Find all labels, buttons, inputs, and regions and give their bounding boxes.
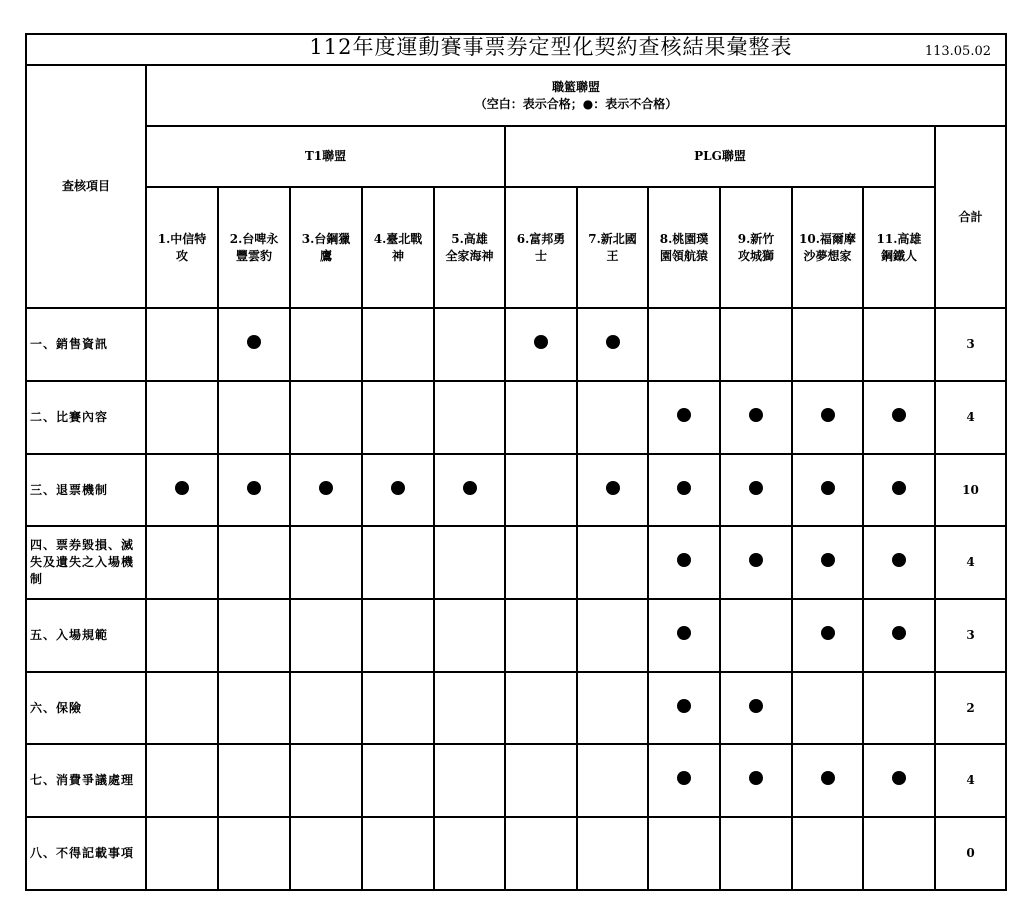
- noncompliant-dot-icon: [677, 408, 691, 422]
- team-header-4: [362, 187, 434, 308]
- result-cell: [505, 454, 577, 526]
- table-row: [26, 672, 1006, 744]
- result-cell: [434, 672, 505, 744]
- result-cell: [863, 744, 935, 817]
- result-cell: [648, 454, 720, 526]
- result-cell: [362, 744, 434, 817]
- result-cell: [792, 817, 863, 890]
- team-name-line2: 全家海神: [445, 248, 494, 263]
- result-cell: [434, 599, 505, 672]
- noncompliant-dot-icon: [606, 481, 620, 495]
- row-total: 0: [935, 817, 1006, 890]
- result-cell: [434, 308, 505, 381]
- team-header-10: [792, 187, 863, 308]
- result-cell: [648, 526, 720, 599]
- league-group-cell: [146, 65, 1006, 126]
- result-cell: [218, 672, 290, 744]
- league-group-name: 職籃聯盟: [551, 79, 600, 94]
- table-row: [26, 817, 1006, 890]
- row-total: 10: [935, 454, 1006, 526]
- noncompliant-dot-icon: [892, 408, 906, 422]
- team-name-line1: 6.富邦勇: [516, 231, 566, 246]
- result-cell: [362, 817, 434, 890]
- team-name-line1: 2.台啤永: [229, 231, 279, 246]
- result-cell: [720, 599, 792, 672]
- result-cell: [577, 817, 648, 890]
- noncompliant-dot-icon: [391, 481, 405, 495]
- league-row: [26, 126, 1006, 187]
- noncompliant-dot-icon: [677, 699, 691, 713]
- row-total: 4: [935, 526, 1006, 599]
- result-cell: [505, 744, 577, 817]
- result-cell: [577, 672, 648, 744]
- result-cell: [577, 599, 648, 672]
- noncompliant-dot-icon: [821, 771, 835, 785]
- team-name-line1: 7.新北國: [588, 231, 637, 246]
- result-cell: [648, 744, 720, 817]
- table-row: [26, 308, 1006, 381]
- result-cell: [434, 744, 505, 817]
- result-cell: [218, 744, 290, 817]
- row-total: 4: [935, 381, 1006, 454]
- result-cell: [434, 526, 505, 599]
- table-row: [26, 599, 1006, 672]
- noncompliant-dot-icon: [892, 553, 906, 567]
- result-cell: [720, 526, 792, 599]
- team-name-line2: 鷹: [319, 248, 332, 263]
- team-name-line2: 攻: [175, 248, 188, 263]
- noncompliant-dot-icon: [319, 481, 333, 495]
- result-cell: [577, 744, 648, 817]
- team-name-line1: 8.桃園璞: [659, 231, 709, 246]
- result-cell: [648, 817, 720, 890]
- result-cell: [792, 308, 863, 381]
- result-cell: [290, 454, 362, 526]
- result-cell: [218, 308, 290, 381]
- result-cell: [290, 381, 362, 454]
- result-cell: [362, 308, 434, 381]
- noncompliant-dot-icon: [677, 553, 691, 567]
- result-cell: [218, 599, 290, 672]
- team-name-line2: 神: [391, 248, 404, 263]
- team-name-line1: 5.高雄: [451, 231, 488, 246]
- team-name-line1: 10.福爾摩: [799, 231, 856, 246]
- result-cell: [505, 599, 577, 672]
- result-cell: [720, 817, 792, 890]
- result-cell: [648, 599, 720, 672]
- team-row: [26, 187, 1006, 308]
- row-total: 4: [935, 744, 1006, 817]
- league-name: T1聯盟: [304, 149, 347, 163]
- noncompliant-dot-icon: [677, 771, 691, 785]
- noncompliant-dot-icon: [749, 771, 763, 785]
- audit-item: 三、退票機制: [26, 454, 146, 526]
- team-header-2: [218, 187, 290, 308]
- noncompliant-dot-icon: [749, 699, 763, 713]
- league-plg: [505, 126, 935, 187]
- result-cell: [505, 526, 577, 599]
- result-cell: [720, 672, 792, 744]
- audit-item: 八、不得記載事項: [26, 817, 146, 890]
- result-cell: [218, 454, 290, 526]
- result-cell: [290, 744, 362, 817]
- result-cell: [146, 599, 218, 672]
- noncompliant-dot-icon: [749, 481, 763, 495]
- result-cell: [362, 599, 434, 672]
- audit-item: 二、比賽內容: [26, 381, 146, 454]
- result-cell: [434, 817, 505, 890]
- result-cell: [290, 308, 362, 381]
- row-total: 3: [935, 308, 1006, 381]
- result-cell: [863, 599, 935, 672]
- result-cell: [218, 817, 290, 890]
- result-cell: [290, 817, 362, 890]
- result-cell: [290, 599, 362, 672]
- result-cell: [792, 454, 863, 526]
- result-cell: [863, 672, 935, 744]
- total-header-cell: [935, 126, 1006, 308]
- noncompliant-dot-icon: [749, 408, 763, 422]
- noncompliant-dot-icon: [821, 626, 835, 640]
- result-cell: [577, 454, 648, 526]
- result-cell: [863, 381, 935, 454]
- result-cell: [146, 454, 218, 526]
- noncompliant-dot-icon: [247, 481, 261, 495]
- audit-results-table: [25, 33, 1007, 891]
- result-cell: [434, 381, 505, 454]
- team-name-line1: 4.臺北戰: [373, 231, 423, 246]
- result-cell: [434, 454, 505, 526]
- noncompliant-dot-icon: [821, 553, 835, 567]
- team-name-line2: 士: [534, 248, 547, 263]
- team-name-line2: 沙夢想家: [803, 248, 852, 263]
- result-cell: [720, 454, 792, 526]
- noncompliant-dot-icon: [534, 335, 548, 349]
- result-cell: [146, 817, 218, 890]
- noncompliant-dot-icon: [821, 481, 835, 495]
- team-header-5: [434, 187, 505, 308]
- result-cell: [362, 526, 434, 599]
- noncompliant-dot-icon: [606, 335, 620, 349]
- result-cell: [792, 526, 863, 599]
- audit-item: 一、銷售資訊: [26, 308, 146, 381]
- row-total: 2: [935, 672, 1006, 744]
- table-row: [26, 454, 1006, 526]
- team-header-1: [146, 187, 218, 308]
- result-cell: [648, 672, 720, 744]
- table-row: [26, 381, 1006, 454]
- page-title: 112年度運動賽事票券定型化契約查核結果彙整表: [309, 35, 793, 59]
- team-name-line2: 豐雲豹: [235, 248, 272, 263]
- result-cell: [792, 672, 863, 744]
- result-cell: [146, 672, 218, 744]
- noncompliant-dot-icon: [892, 771, 906, 785]
- result-cell: [863, 817, 935, 890]
- noncompliant-dot-icon: [247, 335, 261, 349]
- team-header-3: [290, 187, 362, 308]
- result-cell: [792, 381, 863, 454]
- noncompliant-dot-icon: [677, 626, 691, 640]
- league-group-legend: （空白：表示合格；●：表示不合格）: [474, 96, 678, 111]
- result-cell: [505, 381, 577, 454]
- result-cell: [792, 744, 863, 817]
- result-cell: [792, 599, 863, 672]
- row-header-cell: [26, 65, 146, 308]
- team-name-line1: 9.新竹: [737, 231, 775, 246]
- team-name-line1: 11.高雄: [876, 231, 922, 246]
- audit-item: 六、保險: [26, 672, 146, 744]
- result-cell: [362, 672, 434, 744]
- team-header-11: [863, 187, 935, 308]
- result-cell: [505, 308, 577, 381]
- noncompliant-dot-icon: [677, 481, 691, 495]
- result-cell: [218, 381, 290, 454]
- team-header-9: [720, 187, 792, 308]
- result-cell: [720, 744, 792, 817]
- team-name-line2: 王: [606, 248, 619, 263]
- result-cell: [290, 526, 362, 599]
- league-t1: [146, 126, 505, 187]
- result-cell: [362, 381, 434, 454]
- result-cell: [505, 672, 577, 744]
- row-header: 查核項目: [61, 179, 110, 193]
- audit-item: 五、入場規範: [26, 599, 146, 672]
- title-cell: [26, 34, 1006, 65]
- noncompliant-dot-icon: [892, 626, 906, 640]
- audit-item: 四、票券毀損、滅失及遺失之入場機制: [26, 526, 146, 599]
- result-cell: [577, 381, 648, 454]
- result-cell: [290, 672, 362, 744]
- result-cell: [577, 526, 648, 599]
- table-row: [26, 744, 1006, 817]
- result-cell: [648, 381, 720, 454]
- total-header: 合計: [958, 209, 983, 224]
- noncompliant-dot-icon: [749, 553, 763, 567]
- result-cell: [648, 308, 720, 381]
- team-header-8: [648, 187, 720, 308]
- team-name-line2: 園領航猿: [659, 248, 708, 263]
- result-cell: [146, 526, 218, 599]
- result-cell: [146, 308, 218, 381]
- noncompliant-dot-icon: [821, 408, 835, 422]
- table-row: [26, 526, 1006, 599]
- result-cell: [577, 308, 648, 381]
- result-cell: [505, 817, 577, 890]
- title-row: [26, 34, 1006, 65]
- league-group-row: [26, 65, 1006, 126]
- noncompliant-dot-icon: [463, 481, 477, 495]
- noncompliant-dot-icon: [892, 481, 906, 495]
- result-cell: [863, 454, 935, 526]
- report-date: 113.05.02: [924, 44, 991, 59]
- result-cell: [863, 526, 935, 599]
- result-cell: [863, 308, 935, 381]
- result-cell: [720, 308, 792, 381]
- team-name-line2: 鋼鐵人: [880, 248, 917, 263]
- audit-item: 七、消費爭議處理: [26, 744, 146, 817]
- row-total: 3: [935, 599, 1006, 672]
- team-name-line2: 攻城獅: [737, 248, 774, 263]
- league-name: PLG聯盟: [694, 149, 746, 163]
- noncompliant-dot-icon: [175, 481, 189, 495]
- result-cell: [146, 744, 218, 817]
- result-cell: [218, 526, 290, 599]
- team-name-line1: 1.中信特: [157, 231, 207, 246]
- result-cell: [146, 381, 218, 454]
- team-header-6: [505, 187, 577, 308]
- result-cell: [720, 381, 792, 454]
- team-name-line1: 3.台鋼獵: [301, 231, 351, 246]
- result-cell: [362, 454, 434, 526]
- team-header-7: [577, 187, 648, 308]
